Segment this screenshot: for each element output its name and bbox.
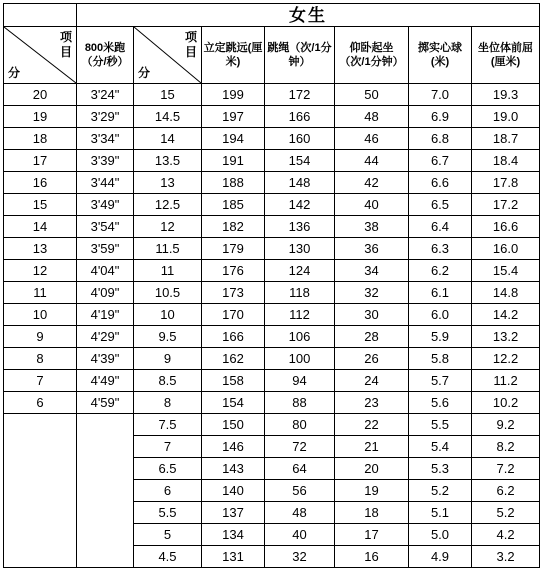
jump-cell: 194: [202, 128, 265, 150]
run-time-cell: 4'59": [77, 392, 134, 414]
jump-cell: 143: [202, 458, 265, 480]
situp-cell: 32: [335, 282, 409, 304]
rope-cell: 148: [265, 172, 335, 194]
left-score-cell: 6: [4, 392, 77, 414]
empty-cell: [4, 546, 77, 568]
right-score-cell: 11: [134, 260, 202, 282]
situp-cell: 24: [335, 370, 409, 392]
jump-cell: 146: [202, 436, 265, 458]
run-time-cell: 4'09": [77, 282, 134, 304]
reach-cell: 6.2: [472, 480, 540, 502]
jump-cell: 150: [202, 414, 265, 436]
run-time-cell: 4'04": [77, 260, 134, 282]
ball-cell: 6.4: [409, 216, 472, 238]
reach-cell: 17.2: [472, 194, 540, 216]
empty-cell: [77, 458, 134, 480]
ball-cell: 5.9: [409, 326, 472, 348]
ball-cell: 6.7: [409, 150, 472, 172]
rope-cell: 80: [265, 414, 335, 436]
jump-cell: 154: [202, 392, 265, 414]
ball-cell: 6.1: [409, 282, 472, 304]
header-score-label: 分: [8, 66, 21, 80]
jump-cell: 170: [202, 304, 265, 326]
table-row: [4, 216, 540, 238]
right-score-cell: 10: [134, 304, 202, 326]
rope-cell: 40: [265, 524, 335, 546]
right-score-cell: 7.5: [134, 414, 202, 436]
right-score-cell: 9: [134, 348, 202, 370]
right-score-cell: 8: [134, 392, 202, 414]
situp-cell: 42: [335, 172, 409, 194]
situp-cell: 20: [335, 458, 409, 480]
run-time-cell: 3'59": [77, 238, 134, 260]
title-row: [4, 4, 540, 27]
jump-cell: 176: [202, 260, 265, 282]
ball-cell: 5.0: [409, 524, 472, 546]
header-rope: 跳绳（次/1分钟）: [265, 27, 335, 84]
right-score-cell: 5: [134, 524, 202, 546]
right-score-cell: 6: [134, 480, 202, 502]
ball-cell: 6.0: [409, 304, 472, 326]
left-score-cell: 10: [4, 304, 77, 326]
reach-cell: 11.2: [472, 370, 540, 392]
empty-cell: [77, 546, 134, 568]
empty-cell: [77, 414, 134, 436]
header-item-label: 项 目: [184, 30, 197, 59]
table-row: [4, 326, 540, 348]
right-score-cell: 11.5: [134, 238, 202, 260]
rope-cell: 56: [265, 480, 335, 502]
right-score-cell: 12: [134, 216, 202, 238]
jump-cell: 137: [202, 502, 265, 524]
situp-cell: 19: [335, 480, 409, 502]
ball-cell: 5.4: [409, 436, 472, 458]
rope-cell: 32: [265, 546, 335, 568]
rope-cell: 94: [265, 370, 335, 392]
rope-cell: 48: [265, 502, 335, 524]
jump-cell: 199: [202, 84, 265, 106]
rope-cell: 172: [265, 84, 335, 106]
ball-cell: 7.0: [409, 84, 472, 106]
reach-cell: 16.6: [472, 216, 540, 238]
left-score-cell: 17: [4, 150, 77, 172]
right-score-cell: 13.5: [134, 150, 202, 172]
situp-cell: 18: [335, 502, 409, 524]
reach-cell: 8.2: [472, 436, 540, 458]
right-score-cell: 5.5: [134, 502, 202, 524]
rope-cell: 136: [265, 216, 335, 238]
page-title: 女生: [77, 4, 540, 27]
situp-cell: 26: [335, 348, 409, 370]
table-row: [4, 282, 540, 304]
empty-cell: [4, 414, 77, 436]
jump-cell: 140: [202, 480, 265, 502]
rope-cell: 106: [265, 326, 335, 348]
run-time-cell: 3'34": [77, 128, 134, 150]
header-row: [4, 27, 540, 84]
situp-cell: 40: [335, 194, 409, 216]
run-time-cell: 4'29": [77, 326, 134, 348]
jump-cell: 162: [202, 348, 265, 370]
table-row: [4, 260, 540, 282]
table-row: [4, 128, 540, 150]
right-score-cell: 10.5: [134, 282, 202, 304]
run-time-cell: 4'19": [77, 304, 134, 326]
run-time-cell: 3'44": [77, 172, 134, 194]
jump-cell: 185: [202, 194, 265, 216]
run-time-cell: 3'24": [77, 84, 134, 106]
right-score-cell: 4.5: [134, 546, 202, 568]
run-time-cell: 4'39": [77, 348, 134, 370]
jump-cell: 134: [202, 524, 265, 546]
ball-cell: 4.9: [409, 546, 472, 568]
situp-cell: 16: [335, 546, 409, 568]
empty-cell: [77, 480, 134, 502]
run-time-cell: 4'49": [77, 370, 134, 392]
header-run: 800米跑（分/秒）: [77, 27, 134, 84]
left-score-cell: 8: [4, 348, 77, 370]
situp-cell: 21: [335, 436, 409, 458]
ball-cell: 5.5: [409, 414, 472, 436]
jump-cell: 197: [202, 106, 265, 128]
header-reach: 坐位体前屈(厘米): [472, 27, 540, 84]
table-row: [4, 194, 540, 216]
situp-cell: 23: [335, 392, 409, 414]
jump-cell: 188: [202, 172, 265, 194]
right-score-cell: 7: [134, 436, 202, 458]
situp-cell: 22: [335, 414, 409, 436]
header-ball: 掷实心球(米): [409, 27, 472, 84]
reach-cell: 14.2: [472, 304, 540, 326]
score-table: [3, 3, 540, 568]
reach-cell: 5.2: [472, 502, 540, 524]
left-score-cell: 7: [4, 370, 77, 392]
run-time-cell: 3'49": [77, 194, 134, 216]
reach-cell: 12.2: [472, 348, 540, 370]
rope-cell: 112: [265, 304, 335, 326]
ball-cell: 5.3: [409, 458, 472, 480]
left-score-cell: 16: [4, 172, 77, 194]
table-row: [4, 150, 540, 172]
rope-cell: 130: [265, 238, 335, 260]
table-row: [4, 458, 540, 480]
table-row: [4, 480, 540, 502]
situp-cell: 38: [335, 216, 409, 238]
left-score-cell: 12: [4, 260, 77, 282]
ball-cell: 6.5: [409, 194, 472, 216]
table-row: [4, 106, 540, 128]
table-row: [4, 436, 540, 458]
right-score-cell: 12.5: [134, 194, 202, 216]
ball-cell: 6.6: [409, 172, 472, 194]
rope-cell: 88: [265, 392, 335, 414]
table-row: [4, 304, 540, 326]
table-row: [4, 502, 540, 524]
left-score-cell: 13: [4, 238, 77, 260]
empty-cell: [4, 458, 77, 480]
situp-cell: 46: [335, 128, 409, 150]
ball-cell: 6.3: [409, 238, 472, 260]
ball-cell: 5.6: [409, 392, 472, 414]
reach-cell: 19.3: [472, 84, 540, 106]
rope-cell: 100: [265, 348, 335, 370]
ball-cell: 6.2: [409, 260, 472, 282]
jump-cell: 173: [202, 282, 265, 304]
header-situp: 仰卧起坐（次/1分钟）: [335, 27, 409, 84]
jump-cell: 191: [202, 150, 265, 172]
table-row: [4, 238, 540, 260]
header-jump: 立定跳远(厘米): [202, 27, 265, 84]
rope-cell: 72: [265, 436, 335, 458]
left-score-cell: 14: [4, 216, 77, 238]
rope-cell: 154: [265, 150, 335, 172]
rope-cell: 166: [265, 106, 335, 128]
table-row: [4, 392, 540, 414]
ball-cell: 5.8: [409, 348, 472, 370]
table-row: [4, 348, 540, 370]
reach-cell: 10.2: [472, 392, 540, 414]
situp-cell: 17: [335, 524, 409, 546]
reach-cell: 14.8: [472, 282, 540, 304]
header-diagonal-right: [134, 27, 202, 84]
rope-cell: 118: [265, 282, 335, 304]
right-score-cell: 14.5: [134, 106, 202, 128]
header-item-label: 项 目: [59, 30, 72, 59]
empty-cell: [4, 502, 77, 524]
situp-cell: 48: [335, 106, 409, 128]
table-row: [4, 546, 540, 568]
table-row: [4, 370, 540, 392]
reach-cell: 3.2: [472, 546, 540, 568]
title-corner-cell: [4, 4, 77, 27]
header-score-label: 分: [138, 66, 151, 80]
empty-cell: [77, 436, 134, 458]
situp-cell: 28: [335, 326, 409, 348]
rope-cell: 124: [265, 260, 335, 282]
left-score-cell: 19: [4, 106, 77, 128]
ball-cell: 5.2: [409, 480, 472, 502]
right-score-cell: 14: [134, 128, 202, 150]
reach-cell: 13.2: [472, 326, 540, 348]
reach-cell: 19.0: [472, 106, 540, 128]
table-row: [4, 524, 540, 546]
right-score-cell: 13: [134, 172, 202, 194]
reach-cell: 4.2: [472, 524, 540, 546]
ball-cell: 6.9: [409, 106, 472, 128]
situp-cell: 36: [335, 238, 409, 260]
ball-cell: 5.1: [409, 502, 472, 524]
empty-cell: [77, 524, 134, 546]
reach-cell: 18.7: [472, 128, 540, 150]
run-time-cell: 3'54": [77, 216, 134, 238]
empty-cell: [77, 502, 134, 524]
left-score-cell: 20: [4, 84, 77, 106]
table-row: [4, 414, 540, 436]
jump-cell: 182: [202, 216, 265, 238]
right-score-cell: 9.5: [134, 326, 202, 348]
right-score-cell: 15: [134, 84, 202, 106]
table-row: [4, 172, 540, 194]
rope-cell: 64: [265, 458, 335, 480]
left-score-cell: 9: [4, 326, 77, 348]
right-score-cell: 6.5: [134, 458, 202, 480]
jump-cell: 158: [202, 370, 265, 392]
left-score-cell: 15: [4, 194, 77, 216]
header-diagonal-left: [4, 27, 77, 84]
ball-cell: 5.7: [409, 370, 472, 392]
reach-cell: 16.0: [472, 238, 540, 260]
reach-cell: 15.4: [472, 260, 540, 282]
jump-cell: 179: [202, 238, 265, 260]
situp-cell: 34: [335, 260, 409, 282]
reach-cell: 7.2: [472, 458, 540, 480]
run-time-cell: 3'39": [77, 150, 134, 172]
score-sheet: [3, 3, 539, 564]
rope-cell: 160: [265, 128, 335, 150]
left-score-cell: 11: [4, 282, 77, 304]
empty-cell: [4, 524, 77, 546]
empty-cell: [4, 480, 77, 502]
situp-cell: 50: [335, 84, 409, 106]
right-score-cell: 8.5: [134, 370, 202, 392]
run-time-cell: 3'29": [77, 106, 134, 128]
rope-cell: 142: [265, 194, 335, 216]
jump-cell: 131: [202, 546, 265, 568]
reach-cell: 9.2: [472, 414, 540, 436]
situp-cell: 30: [335, 304, 409, 326]
situp-cell: 44: [335, 150, 409, 172]
reach-cell: 18.4: [472, 150, 540, 172]
ball-cell: 6.8: [409, 128, 472, 150]
table-row: [4, 84, 540, 106]
reach-cell: 17.8: [472, 172, 540, 194]
jump-cell: 166: [202, 326, 265, 348]
empty-cell: [4, 436, 77, 458]
left-score-cell: 18: [4, 128, 77, 150]
